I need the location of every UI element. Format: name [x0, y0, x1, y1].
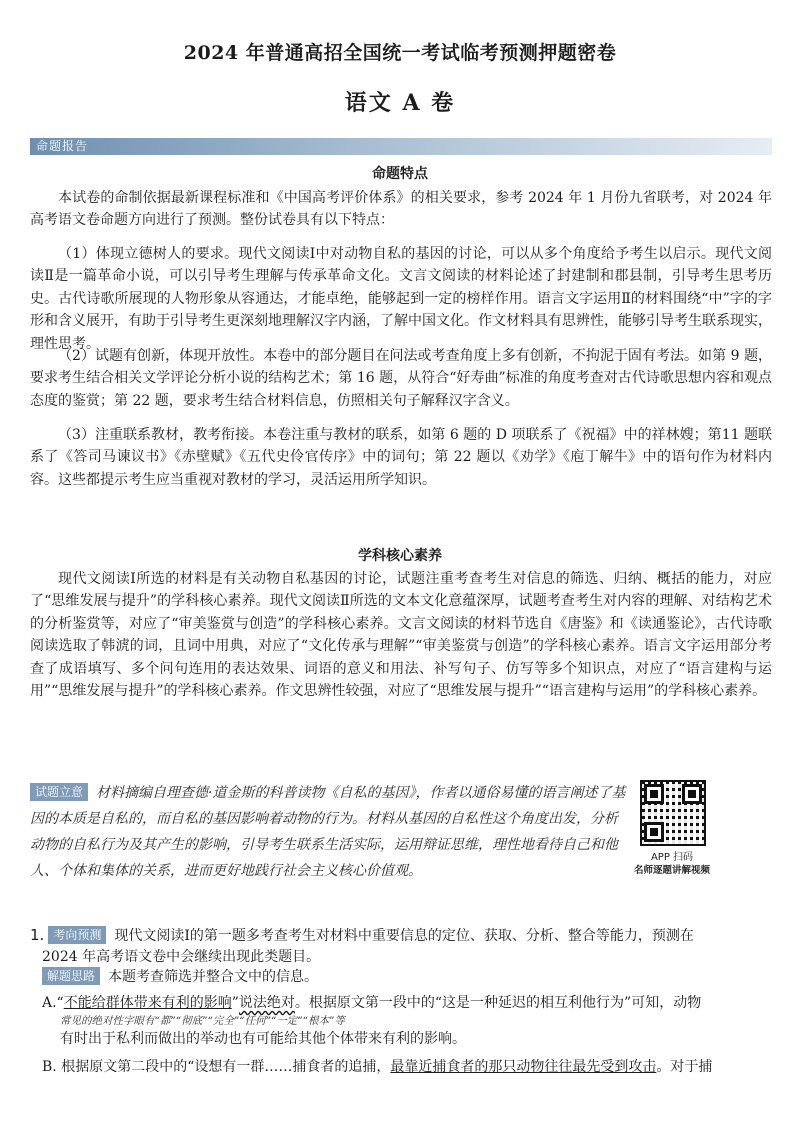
intent-tag: 试题立意 [30, 783, 88, 801]
option-a-quote-close: ” [231, 995, 239, 1011]
option-a-line [42, 992, 784, 1014]
question-number: 1. [30, 926, 45, 944]
forecast-text: 现代文阅读Ⅰ的第一题多考查考生对材料中重要信息的定位、获取、分析、整合等能力，预测在 [114, 928, 694, 944]
section-title-features: 命题特点 [372, 166, 428, 182]
approach-text: 本题考查筛选并整合文中的信息。 [108, 969, 319, 985]
intro-paragraph: 本试卷的命制依据最新课程标准和《中国高考评价体系》的相关要求，参考 2024 年 1 月份九省联考，对 2024 年高考语文卷命题方向进行了预测。整份试卷具有以下特点： [30, 190, 772, 229]
option-a-underlined: 不能给群体带来有利的影响 [63, 995, 232, 1011]
question-1-forecast [30, 924, 772, 947]
qr-finder-bottom-left [644, 822, 664, 842]
qr-caption-video: 名师逐题讲解视频 [633, 865, 710, 876]
paper-subtitle: 语文 A 卷 [344, 90, 456, 116]
point-3-paragraph: （3）注重联系教材，教考衔接。本卷注重与教材的联系，如第 6 题的 D 项联系了《祝福》中的祥林嫂；第11 题联系了《答司马谏议书》《赤壁赋》《五代史伶官传序》中的词句；第 22 题以《劝学》《庖丁解牛》中的语句作为材料内容。这些都提示考生应当重视对教材的学习，灵活运用所学知识。 [30, 427, 772, 488]
exam-title: 2024 年普通高招全国统一考试临考预测押题密卷 [183, 42, 617, 64]
option-a-continuation: 有时出于私利而做出的举动也有可能给其他个体带来有利的影响。 [60, 1031, 466, 1047]
qr-finder-top-left [644, 784, 664, 804]
forecast-text-cont: 2024 年高考语文卷中会继续出现此类题目。 [42, 949, 321, 965]
qr-finder-top-right [682, 784, 702, 804]
option-a-rest: 。根据原文第一段中的“这是一种延迟的相互利他行为”可知，动物 [294, 995, 702, 1011]
option-b-rest: 。对于捕 [656, 1059, 713, 1075]
option-b-underlined: 最靠近捕食者的那只动物往往最先受到攻击 [390, 1059, 657, 1075]
approach-line [42, 966, 784, 988]
point-1-paragraph: （1）体现立德树人的要求。现代文阅读Ⅰ中对动物自私的基因的讨论，可以从多个角度给予考生以启示。现代文阅读Ⅱ是一篇革命小说，可以引导考生理解与传承革命文化。文言文阅读的材料论述了封建制和郡县制，引导考生思考历史。古代诗歌所展现的人物形象从容通达，才能卓绝，能够起到一定的榜样作用。语言文字运用Ⅱ的材料围绕“中”字的字形和含义展开，有助于引导考生更深刻地理解汉字内涵，了解中国文化。作文材料具有思辨性，能够引导考生联系现实，理性思考。 [30, 246, 772, 352]
section-title-core: 学科核心素养 [358, 548, 442, 564]
report-banner-label: 命题报告 [36, 139, 89, 153]
intent-block [30, 780, 630, 884]
core-literacy-paragraph: 现代文阅读Ⅰ所选的材料是有关动物自私基因的讨论，试题注重考查考生对信息的筛选、归纳、概括的能力，对应了“思维发展与提升”的学科核心素养。现代文阅读Ⅱ所选的文本文化意蕴深厚，试题考查考生对内容的理解、对结构艺术的分析鉴赏等，对应了“审美鉴赏与创造”的学科核心素养。文言文阅读的材料节选自《唐鉴》和《读通鉴论》，古代诗歌阅读选取了韩淲的词，且词中用典，对应了“文化传承与理解”“审美鉴赏与创造”的学科核心素养。语言文字运用部分考查了成语填写、多个问句连用的表达效果、词语的意义和用法、补写句子、仿写等多个知识点，对应了“语言建构与运用”“思维发展与提升”的学科核心素养。作文思辨性较强，对应了“思维发展与提升”“语言建构与运用”的学科核心素养。 [30, 571, 772, 700]
report-banner [30, 138, 772, 155]
option-a-prefix: A.“ [42, 995, 64, 1011]
option-b-prefix: B. 根据原文第二段中的“设想有一群……捕食者的追捕， [42, 1059, 391, 1075]
intent-text: 材料摘编自理查德·道金斯的科普读物《自私的基因》，作者以通俗易懂的语言阐述了基因的本质是自私的，而自私的基因影响着动物的行为。材料从基因的自私性这个角度出发，分析动物的自私行为及其产生的影响，引导考生联系生活实际，运用辩证思维，理性地看待自己和他人、个体和集体的关系，进而更好地践行社会主义核心价值观。 [30, 785, 626, 879]
option-b-line [42, 1056, 784, 1078]
option-a-wavy: 说法绝对 [238, 995, 295, 1011]
point-2-paragraph: （2）试题有创新，体现开放性。本卷中的部分题目在问法或考查角度上多有创新，不拘泥于固有考法。如第 9 题，要求考生结合相关文学评论分析小说的结构艺术；第 16 题，从符合“好寿曲”标准的角度考查对古代诗歌思想内容和观点态度的鉴赏；第 22 题，要求考生结合材料信息，仿照相关句子解释汉字含义。 [30, 348, 772, 409]
approach-tag: 解题思路 [42, 967, 100, 985]
forecast-tag: 考向预测 [48, 926, 106, 944]
option-a-handwritten-note: 常见的绝对性字眼有“都”“彻底”“完全”“任何”“一定”“根本”等 [60, 1015, 345, 1027]
qr-code[interactable] [640, 780, 706, 846]
qr-caption-scan: APP 扫码 [650, 852, 694, 863]
